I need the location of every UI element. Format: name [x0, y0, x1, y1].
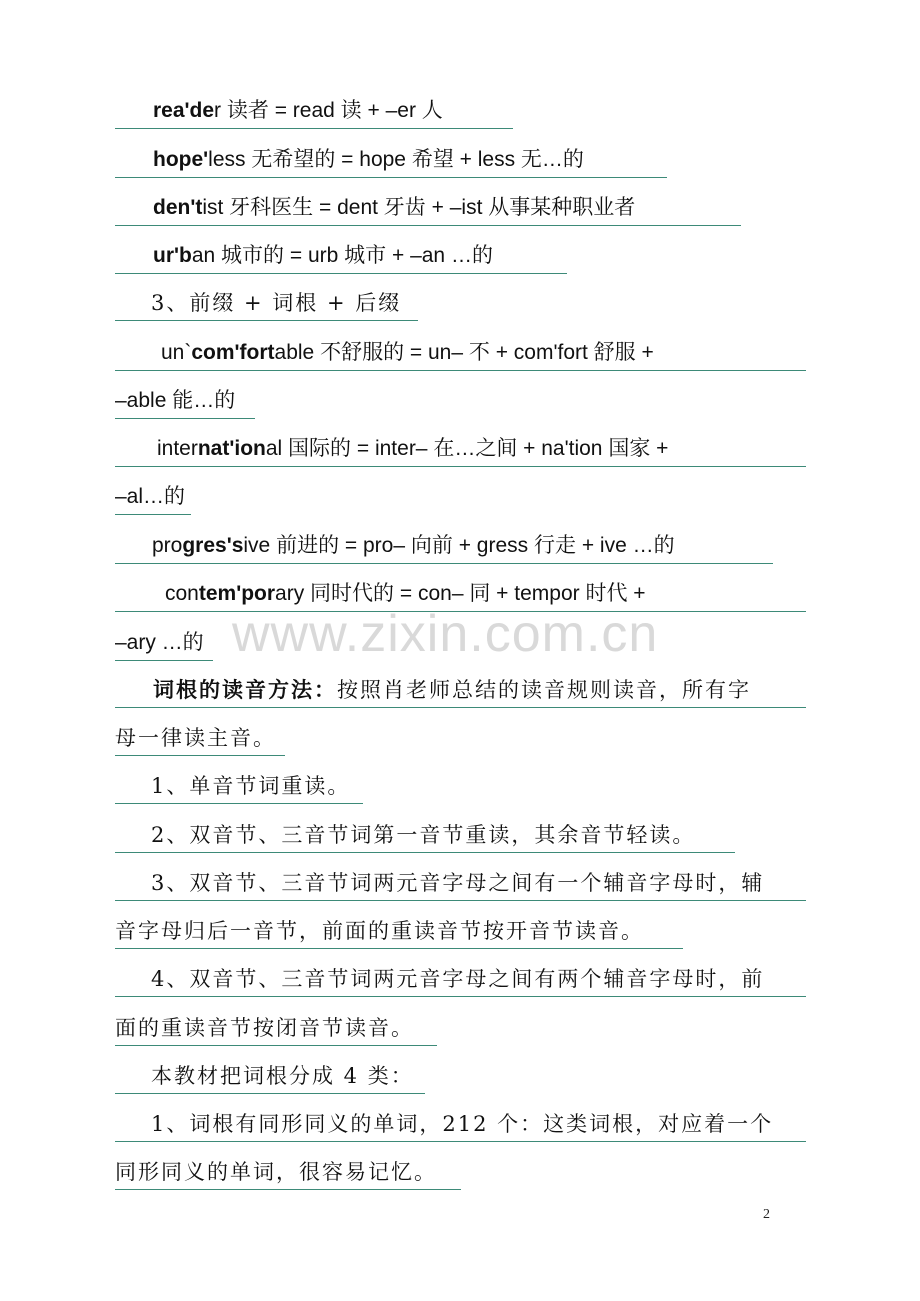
- text-line: [115, 628, 213, 661]
- word-rest: ist 牙科医生 = dent 牙齿 + –ist 从事某种职业者: [202, 196, 636, 219]
- word-rest: able 不舒服的 = un– 不 + com'fort 舒服 +: [274, 341, 654, 364]
- category-item-continuation: 同形同义的单词，很容易记忆。: [115, 1160, 437, 1184]
- category-item: 1、词根有同形同义的单词，212 个：这类词根，对应着一个: [151, 1112, 774, 1136]
- text-line: [115, 338, 806, 371]
- method-heading: 词根的读音方法：: [153, 677, 337, 702]
- rule-item: 4、双音节、三音节词两元音字母之间有两个辅音字母时，前: [151, 967, 765, 991]
- text-line: [115, 1014, 437, 1046]
- word-prefix: pro: [152, 534, 183, 557]
- word-bold: nat'ion: [197, 437, 266, 460]
- text-line: [115, 434, 806, 467]
- text-line: [115, 145, 667, 178]
- text-line: [115, 724, 285, 756]
- word-continuation: –ary …的: [115, 631, 204, 654]
- word-bold: rea'de: [153, 99, 215, 122]
- word-rest: less 无希望的 = hope 希望 + less 无…的: [208, 148, 584, 171]
- method-text: 按照肖老师总结的读音规则读音，所有字: [337, 678, 751, 702]
- watermark: www.zixin.com.cn: [232, 605, 659, 663]
- text-line: [115, 821, 735, 853]
- text-line: [115, 289, 418, 321]
- rule-item-continuation: 面的重读音节按闭音节读音。: [115, 1016, 414, 1040]
- word-rest: ive 前进的 = pro– 向前 + gress 行走 + ive …的: [243, 534, 675, 557]
- text-line: [115, 193, 741, 226]
- word-continuation: –able 能…的: [115, 389, 236, 412]
- text-line: [115, 96, 513, 129]
- text-line: [115, 917, 683, 949]
- word-rest: r 读者 = read 读 + –er 人: [214, 99, 443, 122]
- text-line: [115, 965, 806, 997]
- word-rest: ary 同时代的 = con– 同 + tempor 时代 +: [275, 582, 646, 605]
- rule-item: 2、双音节、三音节词第一音节重读，其余音节轻读。: [151, 823, 696, 847]
- word-bold: ur'b: [153, 244, 192, 267]
- rule-item: 1、单音节词重读。: [151, 774, 351, 798]
- page-number: 2: [763, 1207, 770, 1222]
- text-line: [115, 386, 255, 419]
- text-line: [115, 1158, 461, 1190]
- text-line: [115, 1062, 425, 1094]
- word-rest: al 国际的 = inter– 在…之间 + na'tion 国家 +: [265, 437, 669, 460]
- paragraph-text: 母一律读主音。: [115, 726, 276, 750]
- word-bold: hope': [153, 148, 209, 171]
- text-line: [115, 869, 806, 901]
- word-continuation: –al…的: [115, 485, 186, 508]
- word-bold: tem'por: [198, 582, 276, 605]
- text-line: [115, 531, 773, 564]
- word-bold: gres's: [182, 534, 244, 557]
- word-rest: an 城市的 = urb 城市 + –an …的: [191, 244, 493, 267]
- section-heading: 3、前缀 + 词根 + 后缀: [151, 291, 402, 315]
- word-prefix: un`: [161, 341, 192, 364]
- rule-item-continuation: 音字母归后一音节，前面的重读音节按开音节读音。: [115, 919, 644, 943]
- text-line: [115, 241, 567, 274]
- word-bold: den't: [153, 196, 203, 219]
- text-line: [115, 676, 806, 708]
- word-prefix: con: [165, 582, 199, 605]
- category-heading: 本教材把词根分成 4 类：: [151, 1064, 414, 1088]
- text-line: [115, 482, 191, 515]
- word-prefix: inter: [157, 437, 198, 460]
- text-line: [115, 772, 363, 804]
- rule-item: 3、双音节、三音节词两元音字母之间有一个辅音字母时，辅: [151, 871, 765, 895]
- text-line: [115, 1110, 806, 1142]
- word-bold: com'fort: [191, 341, 275, 364]
